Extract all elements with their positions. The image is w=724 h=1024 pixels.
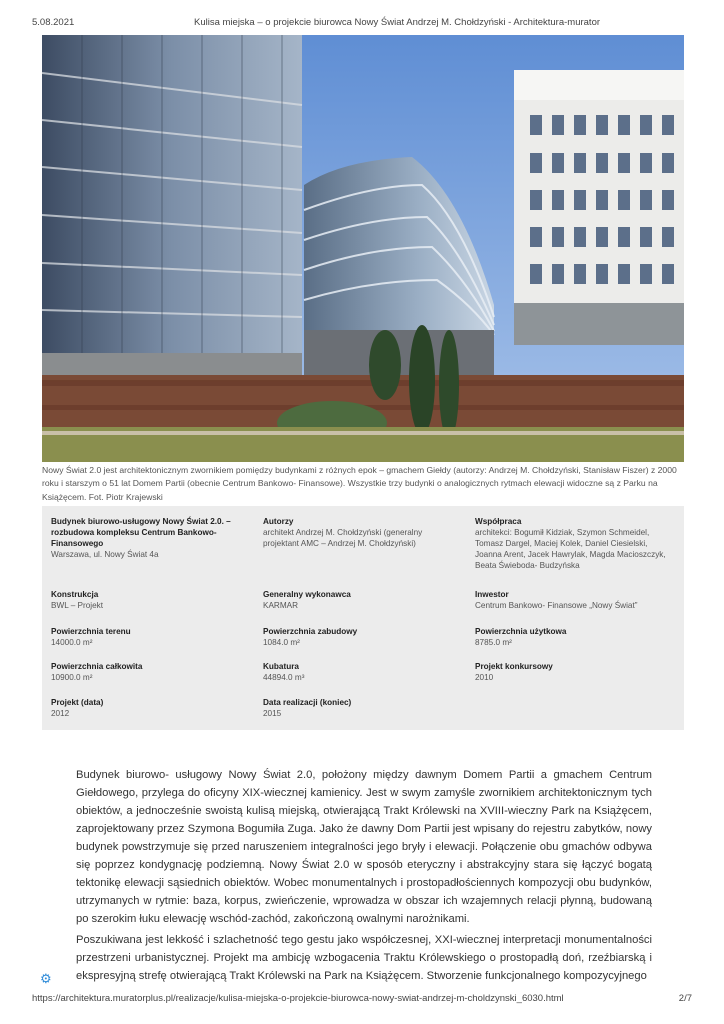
info-contractor-label: Generalny wykonawca [263, 590, 351, 599]
info-completion-label: Data realizacji (koniec) [263, 698, 352, 707]
info-competition-label: Projekt konkursowy [475, 662, 553, 671]
info-construction-label: Konstrukcja [51, 590, 99, 599]
print-footer [32, 993, 692, 1007]
article-paragraph-1: Budynek biurowo- usługowy Nowy Świat 2.0, położony między dawnym Domem Partii a gmachem Centrum Giełdowego, przylega do oficyny XIX-wiecznej kamienicy. Jest w swym zamyśle zwornikiem architektonicznym tych obiektów, a jednocześnie swoistą kulisą miejską, otwierającą Trakt Królewski na XVIII-wieczny Park na Książęcem, zaprojektowany przez Szymona Bogumiła Zuga. Jako że dawny Dom Partii jest wpisany do rejestru zabytków, nowy budynek powstrzymuje się przed naruszeniem integralności jego bryły i elewacji. Połączenie obu gmachów odbywa się poprzez kondygnację podziemną. Nowy Świat 2.0 w sposób eteryczny i abstrakcyjny stara się łączyć bogatą tektonikę elewacji sąsiednich obiektów. Wobec monumentalnych i prostopadłościennych kompozycji obu budynków, utrzymanych w rytmie: baza, korpus, zwieńczenie, wprowadza w obszar ich wzajemnych relacji płynną, budowaną po szerokim łuku elewację wschód-zachód, zakończoną owalnymi narożnikami. [76, 769, 652, 925]
info-volume [263, 661, 453, 683]
page-url[interactable]: https://architektura.muratorplus.pl/realizacje/kulisa-miejska-o-projekcie-biurowca-nowy-swiat-andrzej-m-choldzynski_6030.html [32, 993, 564, 1004]
info-site-area-label: Powierzchnia terenu [51, 627, 131, 636]
info-total-area [51, 661, 246, 683]
info-authors-value: architekt Andrzej M. Chołdzyński (generalny projektant AMC – Andrzej M. Chołdzyński) [263, 528, 423, 548]
info-investor [475, 589, 675, 611]
info-investor-label: Inwestor [475, 590, 509, 599]
article-paragraph-2: Poszukiwana jest lekkość i szlachetność tego gestu jako współczesnej, XXI-wiecznej interpretacji monumentalności przestrzeni urbanistycznej. Projekt ma ambicję wzbogacenia Traktu Królewskiego o prostopadłą doń, rzeźbiarską i ekspresyjną strefę otwierającą Trakt Królewski na Park na Książęcem. Stworzenie funkcjonalnego kompozycyjnego [76, 934, 652, 982]
info-authors-label: Autorzy [263, 517, 294, 526]
print-date: 5.08.2021 [32, 17, 75, 28]
info-total-area-label: Powierzchnia całkowita [51, 662, 143, 671]
info-usable-area-value: 8785.0 m² [475, 638, 512, 647]
info-contractor-value: KARMAR [263, 601, 299, 610]
info-competition [475, 661, 675, 683]
info-volume-value: 44894.0 m³ [263, 673, 305, 682]
info-volume-label: Kubatura [263, 662, 299, 671]
info-built-area-label: Powierzchnia zabudowy [263, 627, 358, 636]
info-competition-value: 2010 [475, 673, 494, 682]
info-construction-value: BWL – Projekt [51, 601, 104, 610]
info-project-date [51, 697, 246, 719]
print-page-title: Kulisa miejska – o projekcie biurowca Nowy Świat Andrzej M. Chołdzyński - Architektura-murator [194, 17, 601, 28]
info-total-area-value: 10900.0 m² [51, 673, 93, 682]
info-building [51, 516, 246, 560]
info-project-date-value: 2012 [51, 709, 70, 718]
info-contractor [263, 589, 453, 611]
info-cooperation-label: Współpraca [475, 517, 522, 526]
info-authors [263, 516, 453, 549]
info-cooperation [475, 516, 675, 571]
project-info-box [42, 506, 684, 730]
info-usable-area [475, 626, 675, 648]
info-built-area [263, 626, 453, 648]
info-site-area-value: 14000.0 m² [51, 638, 93, 647]
print-header [32, 17, 692, 31]
info-usable-area-label: Powierzchnia użytkowa [475, 627, 567, 636]
gear-icon[interactable]: ⚙ [40, 971, 52, 986]
info-building-value: Warszawa, ul. Nowy Świat 4a [51, 550, 159, 559]
info-site-area [51, 626, 246, 648]
page-number: 2/7 [678, 993, 692, 1004]
info-completion-value: 2015 [263, 709, 282, 718]
info-cooperation-value: architekci: Bogumił Kidziak, Szymon Schmeidel, Tomasz Dargel, Maciej Kolek, Daniel Ciesielski, Joanna Arent, Jacek Hawrylak, Magda Macioszczyk, Beata Świeboda- Budzyńska [475, 528, 666, 570]
info-building-label: Budynek biurowo-usługowy Nowy Świat 2.0. – rozbudowa kompleksu Centrum Bankowo-Finansowego [51, 517, 231, 548]
photo-caption: Nowy Świat 2.0 jest architektonicznym zwornikiem pomiędzy budynkami z różnych epok – gmachem Giełdy (autorzy: Andrzej M. Chołdzyński, Stanisław Fiszer) z 2000 roku i starszym o 51 lat Domem Partii (obecnie Centrum Bankowo- Finansowe). Wszystkie trzy budynki o analogicznych rytmach elewacji widoczne są z Parku na Książęcem. Fot. Piotr Krajewski [42, 465, 677, 502]
info-construction [51, 589, 246, 611]
info-investor-value: Centrum Bankowo- Finansowe „Nowy Świat” [475, 601, 638, 610]
info-project-date-label: Projekt (data) [51, 698, 104, 707]
article-photo [42, 35, 684, 462]
info-built-area-value: 1084.0 m² [263, 638, 300, 647]
info-completion [263, 697, 453, 719]
